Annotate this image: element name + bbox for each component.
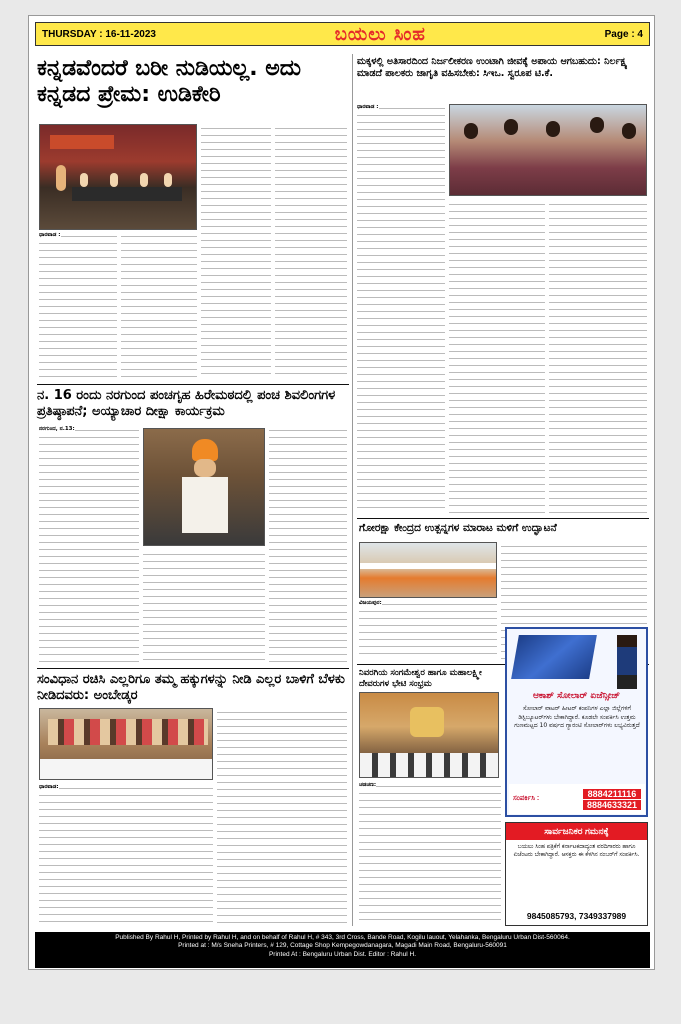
story2-photo xyxy=(449,104,647,196)
story1-body-col4 xyxy=(275,124,347,380)
story1-headline: ಕನ್ನಡವೆಂದರೆ ಬರೀ ನುಡಿಯಲ್ಲ. ಅದು ಕನ್ನಡದ ಪ್ರೇಮ: ಉಡಿಕೇರಿ xyxy=(37,56,302,107)
story5-headline: ಸಂವಿಧಾನ ರಚಿಸಿ ಎಲ್ಲರಿಗೂ ತಮ್ಮ ಹಕ್ಕುಗಳನ್ನು ನೀಡಿ ಎಲ್ಲರ ಬಾಳಿಗೆ ಬೆಳಕು ನೀಡಿದವರು: ಅಂಬೇಡ್ಕರ xyxy=(37,672,345,703)
story1-body-col3 xyxy=(201,124,271,380)
story5-location: ಧಾರವಾಡ: xyxy=(39,784,59,790)
person-image xyxy=(617,635,637,689)
divider xyxy=(37,384,349,385)
imprint-line-1: Published By Rahul H, Printed by Rahul H, and on behalf of Rahul H, # 343, 3rd Cross, Bande Road, Kogilu lauout, Yelahanka, Bengaluru Urban Dist-560064. xyxy=(115,934,570,941)
phone-number-2: 8884633321 xyxy=(583,800,641,810)
story2-location: ಧಾರವಾಡ : xyxy=(357,104,379,110)
paper-name: ಬಯಲು ಸಿಂಹ xyxy=(334,23,426,45)
story1-photo xyxy=(39,124,197,230)
divider xyxy=(37,668,349,669)
masthead xyxy=(35,22,650,46)
imprint-line-3: Printed At : Bengaluru Urban Dist. Editor : Rahul H. xyxy=(268,950,417,958)
story4-location: ವಿಜಯಪುರ: xyxy=(359,600,382,606)
story6-location: ಚಡಚಣ: xyxy=(359,782,377,788)
phone-number-1: 8884211116 xyxy=(583,789,641,799)
solar-contact xyxy=(509,784,645,814)
solar-ad-body: ಸೋಲಾರ್ ವಾಟರ್ ಹೀಟರ್ ಕಂಪನಿಗಳ ಎಲ್ಲಾ ಜಿಲ್ಲೆಗಳಿಗೆ ಡಿಸ್ಟಿಬ್ಯೂಟರ್‌ಗಳು ಬೇಕಾಗಿದ್ದಾರೆ. ಕೂಡಲೇ ಸಂಪರ್ಕಿಸಿ ಉತ್ತಮ ಗುಣಮಟ್ಟದ 10 ವರ್ಷದ ಗ್ಯಾರಂಟಿ ಸೋಲಾರ್‌ಗಳು ಲಭ್ಯವಿರುತ್ತದೆ xyxy=(514,705,640,729)
story5-body-col1 xyxy=(39,784,213,926)
column-divider xyxy=(352,54,353,926)
story3-body-col3 xyxy=(269,426,347,664)
story5-body-col2 xyxy=(217,708,347,926)
page-number: Page : 4 xyxy=(604,28,643,40)
story6-photo xyxy=(359,692,499,778)
newspaper-page xyxy=(28,15,655,970)
story2-headline: ಮಕ್ಕಳಲ್ಲಿ ಅತಿಸಾರದಿಂದ ನಿರ್ಜಲೀಕರಣ ಉಂಟಾಗಿ ಜೀವಕ್ಕೆ ಅಪಾಯ ಆಗಬಹುದು: ನಿರ್ಲಕ್ಷ್ಯ ಮಾಡದೆ ಪಾಲಕರು ಜಾಗೃತಿ ವಹಿಸಬೇಕು: ಸಿಇಒ. ಸ್ವರೂಪ ಟಿ.ಕೆ. xyxy=(357,56,628,79)
story1-body-col1 xyxy=(39,232,117,380)
contact-label: ಸಂಪರ್ಕಿಸಿ : xyxy=(513,795,540,802)
solar-ad-title: ಆಕಾಶ್ ಸೋಲಾರ್ ಏಜೆನ್ಸೀಜ್ xyxy=(532,691,621,701)
story3-body-col2 xyxy=(143,550,265,664)
story4-photo xyxy=(359,542,497,598)
divider xyxy=(357,518,649,519)
story2-body-col2 xyxy=(449,200,545,514)
issue-date: THURSDAY : 16-11-2023 xyxy=(42,28,156,40)
story2-body-col3 xyxy=(549,200,647,514)
notice-phones: 9845085793, 7349337989 xyxy=(526,911,627,921)
story3-body-col1 xyxy=(39,426,139,664)
solar-advertisement xyxy=(505,627,648,817)
story3-photo xyxy=(143,428,265,546)
story6-headline: ನಿವರಗಿಯ ಸಂಗಮೇಶ್ವರ ಹಾಗೂ ಮಹಾಲಕ್ಷ್ಮೀ ದೇವರುಗಳ ಭೇಟಿ ಸಂಭ್ರಮ xyxy=(359,668,482,689)
solar-panel-image xyxy=(511,635,597,679)
story3-location: ನರಗುಂದ, ನ.13: xyxy=(39,426,75,432)
story2-body-col1 xyxy=(357,104,445,514)
story6-body xyxy=(359,782,501,926)
imprint-line-2: Printed at : M/s Sneha Printers, # 129, Cottage Shop Kempegowdanagara, Magadi Main Road, Bengaluru-560091 xyxy=(178,942,507,950)
story1-body-col2 xyxy=(121,232,197,380)
story4-headline: ಗೋರಕ್ಷಾ ಕೇಂದ್ರದ ಉತ್ಪನ್ನಗಳ ಮಾರಾಟ ಮಳಿಗೆ ಉದ್ಘಾಟನೆ xyxy=(359,522,557,534)
story3-headline: ನ. 16 ರಂದು ನರಗುಂದ ಪಂಚಗೃಹ ಹಿರೇಮಠದಲ್ಲಿ ಪಂಚ ಶಿವಲಿಂಗಗಳ ಪ್ರತಿಷ್ಠಾಪನೆ; ಅಯ್ಯಾಚಾರ ದೀಕ್ಷಾ ಕಾರ್ಯಕ್ರಮ xyxy=(37,388,336,419)
story5-photo xyxy=(39,708,213,780)
notice-title: ಸಾರ್ವಜನಿಕರ ಗಮನಕ್ಕೆ xyxy=(506,823,647,840)
story4-body-col1 xyxy=(359,600,497,660)
imprint-footer xyxy=(35,932,650,968)
public-notice xyxy=(505,822,648,926)
notice-body: ಬಯಲು ಸಿಂಹ ಪತ್ರಿಕೆಗೆ ಕರ್ನಾಟಕದಾದ್ಯಂತ ವರದಿಗಾರರು ಹಾಗೂ ಏಜೆಂಟರು ಬೇಕಾಗಿದ್ದಾರೆ. ಆಸಕ್ತರು ಈ ಕೆಳಗಿನ ನಂಬರ್‌ಗೆ ಸಂಪರ್ಕಿಸಿ. xyxy=(513,844,640,859)
story1-location: ಧಾರವಾಡ : xyxy=(39,232,61,238)
